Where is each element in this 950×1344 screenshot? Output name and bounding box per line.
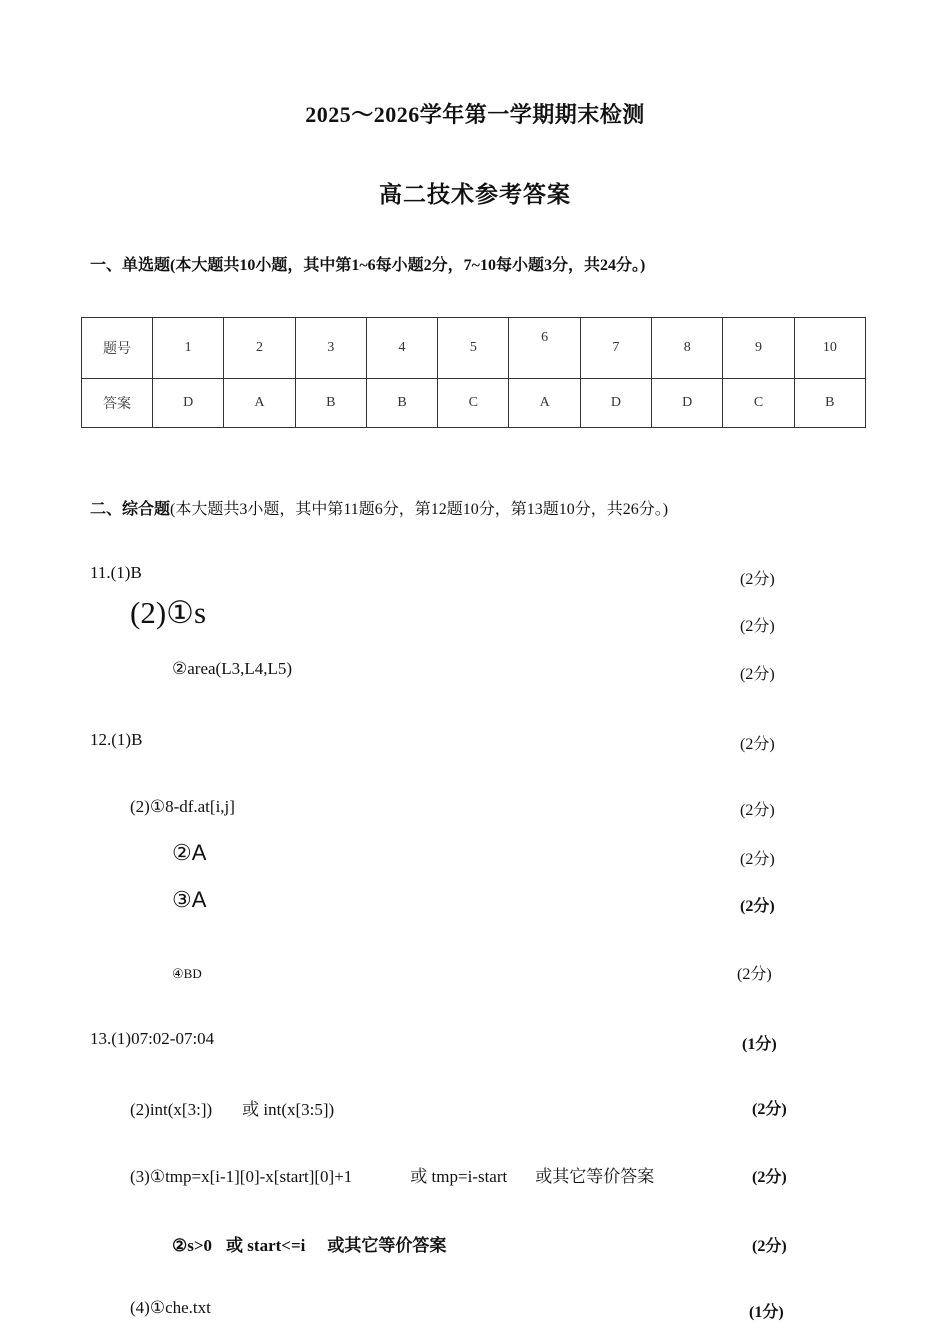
table-cell: C bbox=[438, 379, 509, 428]
q11-part2-1-points: (2分) bbox=[740, 618, 775, 635]
table-cell: B bbox=[366, 379, 437, 428]
table-cell: 8 bbox=[652, 318, 723, 379]
table-cell: 5 bbox=[438, 318, 509, 379]
section2-heading bbox=[90, 496, 668, 519]
row-label-answer: 答案 bbox=[82, 379, 153, 428]
table-cell: D bbox=[652, 379, 723, 428]
document-title: 2025～2026学年第一学期期末检测 bbox=[305, 102, 645, 127]
q11-part2-1: (2)①s bbox=[130, 595, 207, 630]
q12-part2-2: ②A bbox=[172, 840, 207, 865]
q12-part2-4-points: (2分) bbox=[737, 966, 772, 983]
q13-part2 bbox=[130, 1095, 334, 1120]
q13-part3-1-alt: 或 tmp=i-start bbox=[410, 1167, 508, 1186]
section1-heading bbox=[90, 252, 645, 275]
q12-part2-4: ④BD bbox=[172, 966, 202, 981]
table-cell: D bbox=[153, 379, 224, 428]
table-cell: 10 bbox=[794, 318, 865, 379]
q13-part4-points: (1分) bbox=[749, 1304, 784, 1321]
q13-part4: (4)①che.txt bbox=[130, 1298, 211, 1317]
q13-part2-answer: (2)int(x[3:]) bbox=[130, 1100, 213, 1119]
table-cell: D bbox=[580, 379, 651, 428]
q13-part3-2-note: 或其它等价答案 bbox=[327, 1236, 447, 1255]
q13-part3-1-note: 或其它等价答案 bbox=[535, 1167, 655, 1186]
q12-part2-1-points: (2分) bbox=[740, 802, 775, 819]
q12-part1-points: (2分) bbox=[740, 736, 775, 753]
q13-part3-2-points: (2分) bbox=[752, 1238, 787, 1255]
q13-part2-points: (2分) bbox=[752, 1101, 787, 1118]
q13-part1: 13.(1)07:02-07:04 bbox=[90, 1029, 215, 1048]
q13-part1-points: (1分) bbox=[742, 1036, 777, 1053]
table-cell: A bbox=[224, 379, 295, 428]
q12-part2-3-points: (2分) bbox=[740, 898, 775, 915]
row-label-number: 题号 bbox=[82, 318, 153, 379]
q13-part3-2 bbox=[172, 1231, 446, 1256]
document-subtitle: 高二技术参考答案 bbox=[379, 182, 571, 207]
q13-part3-2-answer: ②s>0 bbox=[172, 1236, 213, 1255]
table-cell: 6 bbox=[509, 318, 580, 379]
q13-part3-2-alt: 或 start<=i bbox=[226, 1236, 306, 1255]
table-cell: C bbox=[723, 379, 794, 428]
table-cell: 2 bbox=[224, 318, 295, 379]
section2-heading-bold: 二、综合题 bbox=[90, 501, 171, 518]
q13-part3-1-answer: (3)①tmp=x[i-1][0]-x[start][0]+1 bbox=[130, 1167, 353, 1186]
table-cell: A bbox=[509, 379, 580, 428]
q12-part1: 12.(1)B bbox=[90, 730, 143, 749]
table-cell: 7 bbox=[580, 318, 651, 379]
q11-part2-2-points: (2分) bbox=[740, 666, 775, 683]
q13-part3-1-points: (2分) bbox=[752, 1169, 787, 1186]
answer-table bbox=[81, 317, 866, 428]
table-cell: B bbox=[794, 379, 865, 428]
table-cell: B bbox=[295, 379, 366, 428]
q13-part2-alt: 或 int(x[3:5]) bbox=[242, 1100, 335, 1119]
section2-heading-rest: (本大题共3小题，其中第11题6分，第12题10分，第13题10分，共26分。) bbox=[170, 501, 669, 518]
section1-heading-bold: 一、单选题 bbox=[90, 257, 171, 274]
table-row-numbers bbox=[82, 318, 866, 379]
table-cell: 4 bbox=[366, 318, 437, 379]
section1-heading-rest: (本大题共10小题，其中第1~6每小题2分，7~10每小题3分，共24分。) bbox=[170, 257, 646, 274]
q12-part2-2-points: (2分) bbox=[740, 851, 775, 868]
q11-part2-2: ②area(L3,L4,L5) bbox=[172, 659, 293, 678]
q11-part1: 11.(1)B bbox=[90, 563, 142, 582]
q12-part2-1: (2)①8-df.at[i,j] bbox=[130, 797, 235, 816]
table-cell: 1 bbox=[153, 318, 224, 379]
q12-part2-3: ③A bbox=[172, 887, 207, 912]
table-cell: 3 bbox=[295, 318, 366, 379]
table-cell: 9 bbox=[723, 318, 794, 379]
table-row-answers bbox=[82, 379, 866, 428]
q11-part1-points: (2分) bbox=[740, 571, 775, 588]
q13-part3-1 bbox=[130, 1162, 654, 1187]
